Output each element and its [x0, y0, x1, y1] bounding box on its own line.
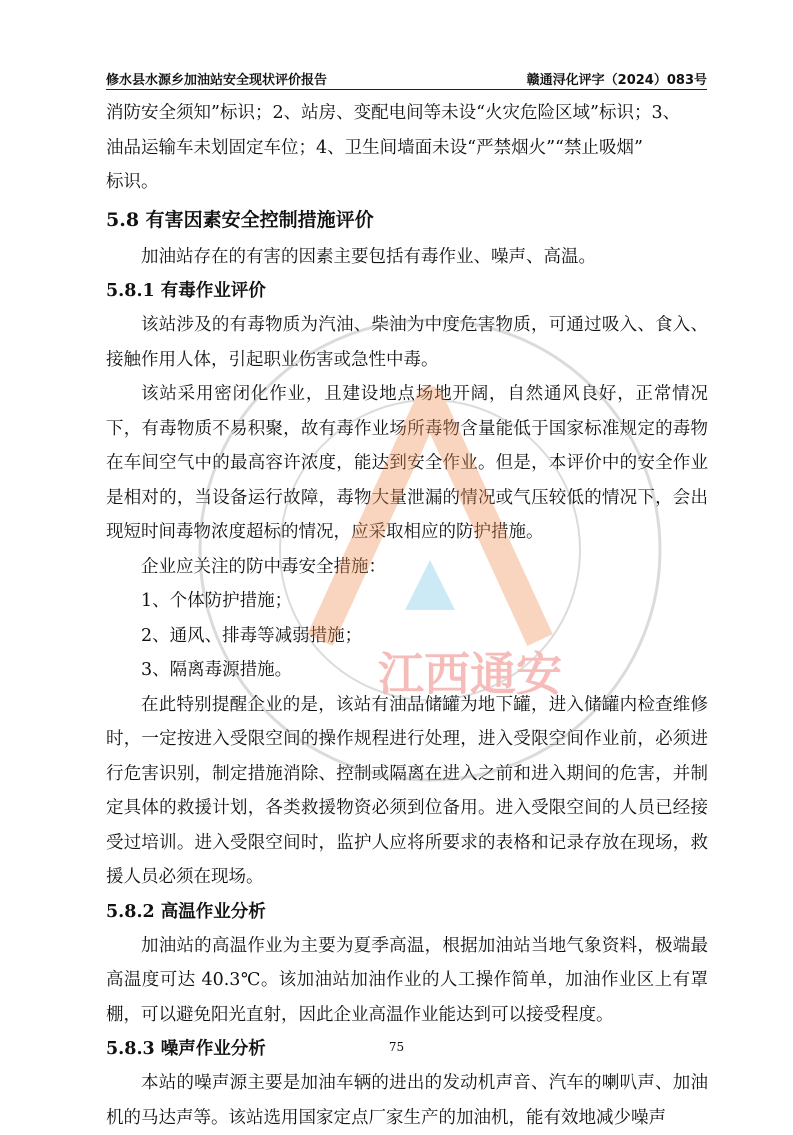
noise-paragraph: 本站的噪声源主要是加油车辆的进出的发动机声音、汽车的喇叭声、加油机的马达声等。该站选用国家定点厂家生产的加油机，能有效地减少噪声	[106, 1073, 708, 1128]
measure-list-item-1: 1、个体防护措施；	[141, 591, 293, 611]
toxic-paragraph-1: 该站涉及的有毒物质为汽油、柴油为中度危害物质，可通过吸入、食入、接触作用人体，引起职业伤害或急性中毒。	[106, 315, 708, 370]
subsection-heading-5-8-1: 5.8.1 有毒作业评价	[106, 281, 266, 301]
section-5-8-intro: 加油站存在的有害的因素主要包括有毒作业、噪声、高温。	[141, 246, 596, 267]
measure-list-item-3: 3、隔离毒源措施。	[141, 660, 293, 680]
continued-paragraph-line-3: 标识。	[106, 172, 159, 192]
toxic-paragraph-2: 该站采用密闭化作业，且建设地点场地开阔，自然通风良好，正常情况下，有毒物质不易积聚，故有毒作业场所毒物含量能低于国家标准规定的毒物在车间空气中的最高容许浓度，能达到安全作业。但是，本评价中的安全作业是相对的，当设备运行故障，毒物大量泄漏的情况或气压较低的情况下，会出现短时间毒物浓度超标的情况，应采取相应的防护措施。	[106, 384, 708, 542]
subsection-heading-5-8-3: 5.8.3 噪声作业分析	[106, 1039, 266, 1059]
running-header	[106, 66, 707, 88]
header-rule	[106, 89, 707, 90]
report-title: 修水县水源乡加油站安全现状评价报告	[106, 73, 328, 88]
page-number: 75	[388, 1040, 405, 1054]
section-heading-5-8: 5.8 有害因素安全控制措施评价	[106, 208, 374, 231]
seal-logo-text: 江西通安	[378, 647, 562, 701]
measure-list-item-2: 2、通风、排毒等减弱措施；	[141, 625, 363, 646]
subsection-heading-5-8-2: 5.8.2 高温作业分析	[106, 901, 266, 922]
continued-paragraph-line-1: 消防安全须知”标识；2、站房、变配电间等未设“火灾危险区域”标识；3、	[106, 103, 681, 123]
toxic-paragraph-4: 在此特别提醒企业的是，该站有油品储罐为地下罐，进入储罐内检查维修时，一定按进入受限空间的操作规程进行处理，进入受限空间作业前，必须进行危害识别，制定措施消除、控制或隔离在进入之前和进入期间的危害，并制定具体的救援计划，各类救援物资必须到位备用。进入受限空间的人员已经接受过培训。进入受限空间时，监护人应将所要求的表格和记录存放在现场，救援人员必须在现场。	[106, 694, 708, 887]
page-body	[106, 96, 708, 1135]
toxic-paragraph-3: 企业应关注的防中毒安全措施：	[141, 556, 386, 577]
continued-paragraph-line-2: 油品运输车未划固定车位；4、卫生间墙面未设“严禁烟火”“禁止吸烟”	[106, 137, 643, 158]
document-number: 赣通浔化评字（2024）083号	[526, 73, 707, 88]
heat-paragraph: 加油站的高温作业为主要为夏季高温，根据加油站当地气象资料，极端最高温度可达 40.3℃。该加油站加油作业的人工操作简单，加油作业区上有罩棚，可以避免阳光直射，因此企业高温作业能达到可以接受程度。	[106, 935, 708, 1025]
